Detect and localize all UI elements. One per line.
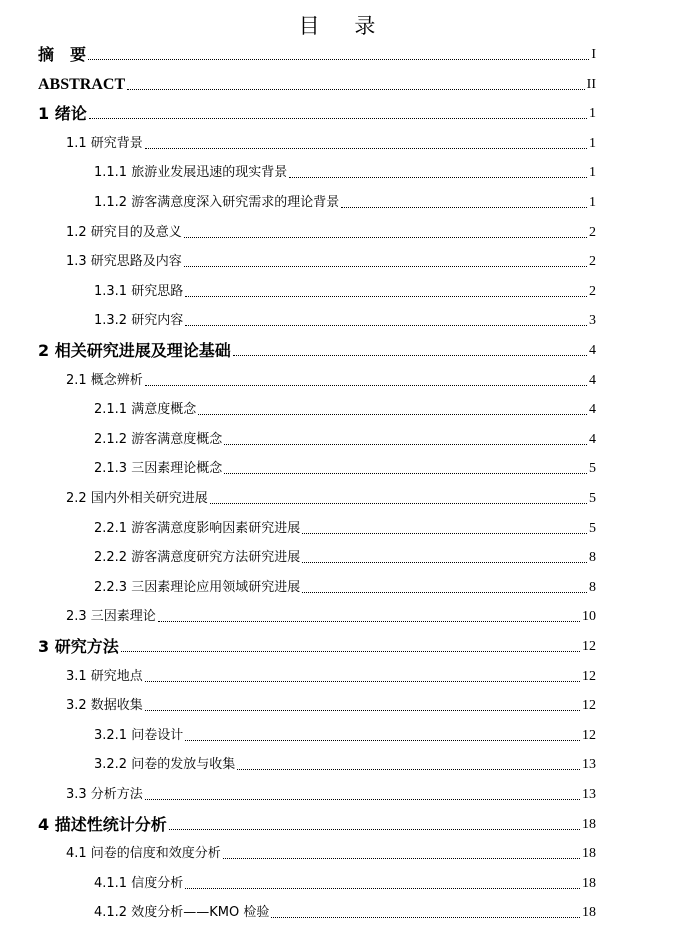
toc-entry-page: 12 xyxy=(582,728,596,743)
dot-leader xyxy=(184,236,587,238)
dot-leader xyxy=(302,591,587,593)
toc-entry-page: 2 xyxy=(589,254,596,269)
dot-leader xyxy=(89,117,587,119)
toc-entry-title: 2.2.1 游客满意度影响因素研究进展 xyxy=(94,521,301,536)
toc-entry-page: 12 xyxy=(582,639,596,654)
toc-entry-page: 5 xyxy=(589,461,596,476)
toc-entry-title: 1.3 研究思路及内容 xyxy=(66,254,182,269)
dot-leader xyxy=(289,176,587,178)
toc-entry-title: 1.3.1 研究思路 xyxy=(94,284,184,299)
toc-entry-page: 8 xyxy=(589,580,596,595)
dot-leader xyxy=(145,680,580,682)
toc-entry[interactable] xyxy=(94,900,596,922)
dot-leader xyxy=(127,88,585,90)
toc-entry-title: 2.1.2 游客满意度概念 xyxy=(94,432,223,447)
dot-leader xyxy=(185,887,580,889)
toc-entry-title: 4.1 问卷的信度和效度分析 xyxy=(66,846,221,861)
toc-entry-page: 1 xyxy=(589,106,596,121)
toc-entry-title: 4 描述性统计分析 xyxy=(38,815,167,834)
toc-entry[interactable] xyxy=(94,427,596,449)
toc-entry-page: 18 xyxy=(582,817,596,832)
toc-entry-title: 2.2 国内外相关研究进展 xyxy=(66,491,208,506)
toc-entry[interactable] xyxy=(66,664,596,686)
toc-entry[interactable] xyxy=(66,841,596,863)
toc-entry[interactable] xyxy=(94,397,596,419)
toc-entry-page: 2 xyxy=(589,284,596,299)
toc-entry-page: II xyxy=(586,77,596,92)
toc-entry[interactable] xyxy=(94,575,596,597)
dot-leader xyxy=(121,650,580,652)
dot-leader xyxy=(145,709,580,711)
toc-entry-title: 1.1.1 旅游业发展迅速的现实背景 xyxy=(94,165,288,180)
toc-entry[interactable] xyxy=(66,368,596,390)
toc-title: 目 录 xyxy=(298,14,390,38)
toc-entry-page: 1 xyxy=(589,136,596,151)
dot-leader xyxy=(341,206,587,208)
dot-leader xyxy=(271,916,580,918)
toc-entry-page: 3 xyxy=(589,313,596,328)
toc-entry[interactable] xyxy=(94,723,596,745)
dot-leader xyxy=(88,58,589,60)
toc-entry[interactable] xyxy=(94,160,596,182)
toc-entry[interactable] xyxy=(38,72,596,94)
dot-leader xyxy=(210,502,587,504)
toc-entry-page: 4 xyxy=(589,402,596,417)
dot-leader xyxy=(169,828,580,830)
toc-entry-title: 1 绪论 xyxy=(38,104,87,123)
dot-leader xyxy=(233,354,587,356)
toc-entry-page: I xyxy=(591,47,596,62)
toc-entry[interactable] xyxy=(66,782,596,804)
toc-entry[interactable] xyxy=(66,693,596,715)
toc-entry-page: 12 xyxy=(582,698,596,713)
toc-entry[interactable] xyxy=(94,456,596,478)
dot-leader xyxy=(145,798,580,800)
toc-entry-page: 18 xyxy=(582,876,596,891)
toc-entry[interactable] xyxy=(66,486,596,508)
toc-entry[interactable] xyxy=(66,249,596,271)
toc-entry-title: 3.1 研究地点 xyxy=(66,669,143,684)
toc-entry-title: 1.1 研究背景 xyxy=(66,136,143,151)
toc-entry[interactable] xyxy=(94,190,596,212)
toc-entry-page: 18 xyxy=(582,846,596,861)
toc-entry-title: 2.3 三因素理论 xyxy=(66,609,156,624)
toc-entry-title: ABSTRACT xyxy=(38,76,126,93)
toc-entry[interactable] xyxy=(38,42,596,64)
toc-entry-page: 13 xyxy=(582,787,596,802)
dot-leader xyxy=(145,384,587,386)
toc-entry-title: 4.1.1 信度分析 xyxy=(94,876,184,891)
dot-leader xyxy=(302,561,587,563)
dot-leader xyxy=(198,413,587,415)
toc-entry[interactable] xyxy=(66,604,596,626)
toc-entry-title: 2.1 概念辨析 xyxy=(66,373,143,388)
toc-entry-title: 3.2 数据收集 xyxy=(66,698,143,713)
toc-entry[interactable] xyxy=(94,279,596,301)
dot-leader xyxy=(224,472,587,474)
dot-leader xyxy=(145,147,587,149)
toc-entry-title: 3.3 分析方法 xyxy=(66,787,143,802)
toc-entry[interactable] xyxy=(94,545,596,567)
toc-entry-title: 1.2 研究目的及意义 xyxy=(66,225,182,240)
toc-entry-title: 3 研究方法 xyxy=(38,637,119,656)
toc-entry[interactable] xyxy=(66,220,596,242)
toc-entry-page: 4 xyxy=(589,373,596,388)
toc-entry[interactable] xyxy=(94,516,596,538)
toc-entry[interactable] xyxy=(94,308,596,330)
dot-leader xyxy=(185,295,587,297)
toc-entry-title: 2 相关研究进展及理论基础 xyxy=(38,341,231,360)
toc-entry[interactable] xyxy=(38,634,596,656)
toc-entry-title: 摘 要 xyxy=(38,45,87,64)
dot-leader xyxy=(302,532,587,534)
toc-entry-page: 12 xyxy=(582,669,596,684)
toc-entry-title: 2.1.3 三因素理论概念 xyxy=(94,461,223,476)
toc-entry[interactable] xyxy=(38,101,596,123)
toc-entry-page: 18 xyxy=(582,905,596,920)
toc-entry-title: 3.2.2 问卷的发放与收集 xyxy=(94,757,236,772)
toc-entry[interactable] xyxy=(38,812,596,834)
dot-leader xyxy=(185,739,580,741)
toc-entry[interactable] xyxy=(38,338,596,360)
toc-entry-page: 5 xyxy=(589,491,596,506)
toc-entry-title: 4.1.2 效度分析——KMO 检验 xyxy=(94,905,270,920)
dot-leader xyxy=(237,768,580,770)
toc-entry-page: 2 xyxy=(589,225,596,240)
toc-entry[interactable] xyxy=(94,871,596,893)
toc-entry-title: 2.1.1 满意度概念 xyxy=(94,402,197,417)
toc-entry-title: 2.2.3 三因素理论应用领域研究进展 xyxy=(94,580,301,595)
dot-leader xyxy=(185,324,587,326)
toc-entry-title: 2.2.2 游客满意度研究方法研究进展 xyxy=(94,550,301,565)
toc-entry-title: 1.3.2 研究内容 xyxy=(94,313,184,328)
toc-entry[interactable] xyxy=(94,752,596,774)
dot-leader xyxy=(223,857,580,859)
toc-entry-page: 5 xyxy=(589,521,596,536)
toc-entry[interactable] xyxy=(66,131,596,153)
toc-entry-page: 13 xyxy=(582,757,596,772)
dot-leader xyxy=(158,620,580,622)
toc-entry-page: 10 xyxy=(582,609,596,624)
toc-entry-page: 1 xyxy=(589,165,596,180)
toc-entry-page: 4 xyxy=(589,432,596,447)
toc-entry-page: 1 xyxy=(589,195,596,210)
toc-entry-title: 3.2.1 问卷设计 xyxy=(94,728,184,743)
dot-leader xyxy=(184,265,587,267)
toc-entry-title: 1.1.2 游客满意度深入研究需求的理论背景 xyxy=(94,195,340,210)
toc-entry-page: 8 xyxy=(589,550,596,565)
toc-entry-page: 4 xyxy=(589,343,596,358)
dot-leader xyxy=(224,443,587,445)
